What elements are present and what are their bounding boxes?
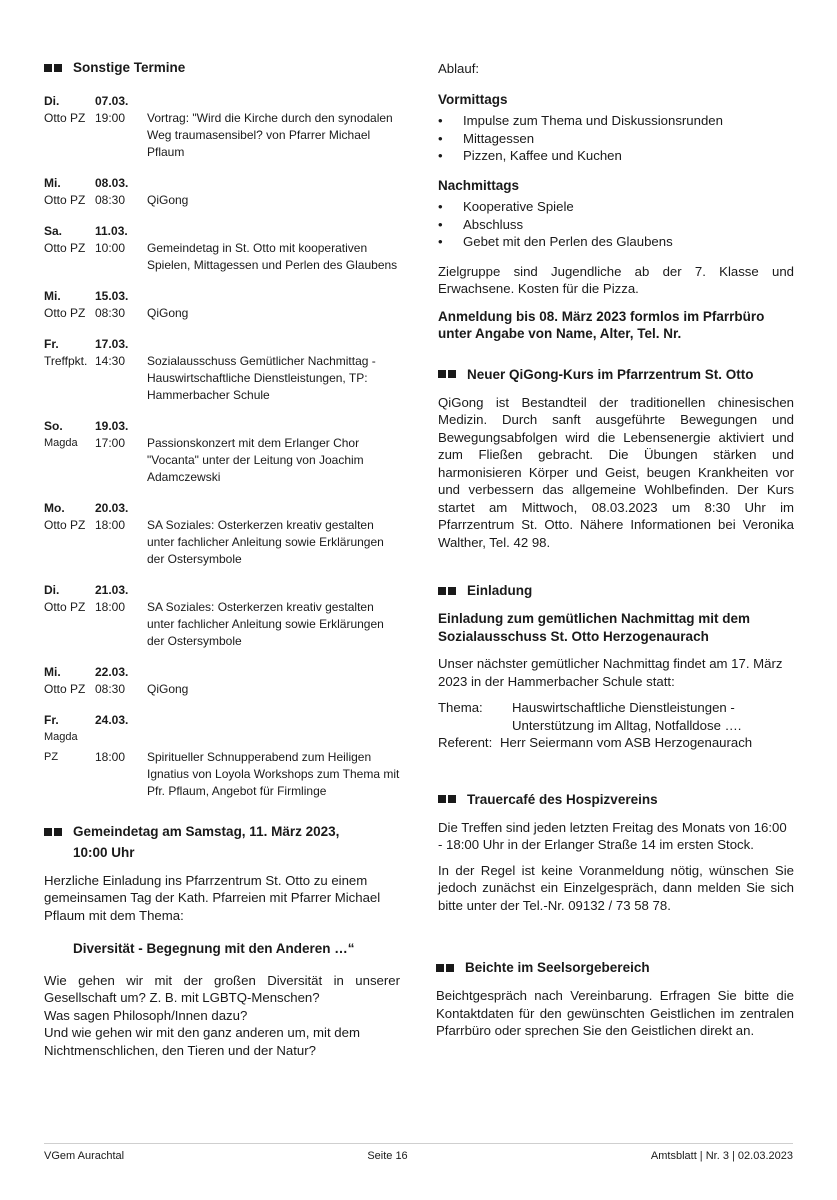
anmeldung-text: Anmeldung bis 08. März 2023 formlos im Pfarrbüro unter Angabe von Name, Alter, Tel. Nr. xyxy=(438,308,765,341)
einladung-text: Unser nächster gemütlicher Nachmittag findet am 17. März 2023 in der Hammerbacher Schule statt: xyxy=(438,656,783,689)
event-time: 18:00 xyxy=(95,750,126,764)
list-item-text: Gebet mit den Perlen des Glaubens xyxy=(463,234,673,249)
event-entry xyxy=(44,500,400,568)
event-description: SA Soziales: Osterkerzen kreativ gestalten unter fachlicher Anleitung sowie Erklärungen der Ostersymbole xyxy=(147,518,384,566)
bullet-square-icon xyxy=(448,795,456,803)
left-column xyxy=(44,60,400,1059)
event-location: Magda xyxy=(44,731,78,743)
event-day: Mi. xyxy=(44,289,61,303)
bullet-square-icon xyxy=(438,370,446,378)
list-item-text: Kooperative Spiele xyxy=(463,199,574,214)
event-entry xyxy=(44,582,400,650)
trauercafe-text: In der Regel ist keine Voranmeldung nötig, wünschen Sie jedoch zunächst ein Einzelgespräch, dann melden Sie sich bitte unter der Tel.-Nr. 09132 / 73 58 78. xyxy=(438,862,794,913)
event-location: Otto PZ xyxy=(44,306,86,320)
event-location: Otto PZ xyxy=(44,111,86,125)
event-entry xyxy=(44,712,400,800)
event-location: Otto PZ xyxy=(44,682,86,696)
event-location: Otto PZ xyxy=(44,193,86,207)
event-day: Mi. xyxy=(44,665,61,679)
qigong-text: QiGong ist Bestandteil der traditionellen chinesischen Medizin. Durch sanft ausgeführte Bewegungen und Bewegungsabfolgen wird die Lebensenergie aktiviert und zum Fließen gebracht. Die Übungen stärken und harmonisieren Körper und Geist, beugen Krankheiten vor und verbessern das allgemeine Wohlbefinden. Der Kurs startet am Mittwoch, 08.03.2023 um 8:30 Uhr im Pfarrzentrum St. Otto. Nähere Informationen bei Veronika Walther, Tel. 42 98. xyxy=(438,394,794,550)
gemeindetag-section xyxy=(44,824,400,1059)
list-item xyxy=(438,112,794,130)
bullet-dot-icon: • xyxy=(438,234,443,249)
event-description: Gemeindetag in St. Otto mit kooperativen Spielen, Mittagessen und Perlen des Glaubens xyxy=(147,241,398,272)
event-date: 07.03. xyxy=(95,94,129,108)
event-entry xyxy=(44,175,400,209)
event-entry xyxy=(44,288,400,322)
bullet-dot-icon: • xyxy=(438,216,443,232)
bullet-dot-icon: • xyxy=(438,148,443,163)
event-time: 08:30 xyxy=(95,682,126,696)
event-entry xyxy=(44,223,400,274)
event-location: Otto PZ xyxy=(44,600,86,614)
event-day: Di. xyxy=(44,94,60,108)
event-description: Sozialausschuss Gemütlicher Nachmittag - Hauswirtschaftliche Dienstleistungen, TP: Hammerbacher Schule xyxy=(147,354,376,402)
event-day: So. xyxy=(44,419,63,433)
vormittags-heading: Vormittags xyxy=(438,91,508,107)
gemeindetag-question: Was sagen Philosoph/Innen dazu? xyxy=(44,1007,248,1023)
list-item xyxy=(438,130,794,148)
thema-value: Unterstützung im Alltag, Notfalldose …. xyxy=(512,717,742,733)
event-location: Treffpkt. xyxy=(44,354,88,368)
list-item-text: Mittagessen xyxy=(463,130,535,146)
event-day: Mo. xyxy=(44,501,65,515)
section-heading-qigong: Neuer QiGong-Kurs im Pfarrzentrum St. Otto xyxy=(438,367,794,382)
bullet-square-icon xyxy=(448,370,456,378)
event-location: Otto PZ xyxy=(44,518,86,532)
bullet-square-icon xyxy=(44,828,52,836)
event-day: Mi. xyxy=(44,176,61,190)
einladung-subtitle: Einladung zum gemütlichen Nachmittag mit dem Sozialausschuss St. Otto Herzogenaurach xyxy=(438,611,751,644)
section-heading-einladung: Einladung xyxy=(438,583,794,598)
event-description: Spiritueller Schnupperabend zum Heiligen Ignatius von Loyola Workshops zum Thema mit Pfr. Pflaum, Angebot für Firmlinge xyxy=(147,750,400,798)
event-description: SA Soziales: Osterkerzen kreativ gestalten unter fachlicher Anleitung sowie Erklärungen der Ostersymbole xyxy=(147,600,384,648)
section-heading-trauercafe: Trauercafé des Hospizvereins xyxy=(438,792,794,807)
bullet-square-icon xyxy=(44,64,52,72)
right-column xyxy=(438,60,794,1040)
einladung-details xyxy=(438,699,794,752)
referent-label: Referent: xyxy=(438,735,493,750)
nachmittags-list xyxy=(438,198,794,251)
event-date: 19.03. xyxy=(95,419,129,433)
event-date: 15.03. xyxy=(95,289,129,303)
list-item xyxy=(438,216,794,234)
list-item xyxy=(438,147,794,165)
gemeindetag-time: 10:00 Uhr xyxy=(73,845,135,860)
bullet-square-icon xyxy=(54,64,62,72)
event-date: 22.03. xyxy=(95,665,129,679)
event-date: 08.03. xyxy=(95,176,129,190)
event-time: 18:00 xyxy=(95,518,126,532)
event-date: 21.03. xyxy=(95,583,129,597)
event-date: 24.03. xyxy=(95,713,129,727)
bullet-dot-icon: • xyxy=(438,113,443,128)
event-location: PZ xyxy=(44,751,59,763)
event-time: 08:30 xyxy=(95,193,126,207)
bullet-square-icon xyxy=(438,795,446,803)
ablauf-label: Ablauf: xyxy=(438,61,480,76)
footer-page-number: Seite 16 xyxy=(367,1150,408,1162)
zielgruppe-text: Zielgruppe sind Jugendliche ab der 7. Klasse und Erwachsene. Kosten für die Pizza. xyxy=(438,263,794,296)
event-day: Fr. xyxy=(44,713,59,727)
thema-label: Thema: xyxy=(438,700,483,715)
gemeindetag-intro: Herzliche Einladung ins Pfarrzentrum St. Otto zu einem gemeinsamen Tag der Kath. Pfarreien mit Pfarrer Michael Pflaum mit dem Thema: xyxy=(44,872,381,923)
event-entry xyxy=(44,664,400,698)
bullet-square-icon xyxy=(448,587,456,595)
event-entry xyxy=(44,93,400,161)
footer-issue: Amtsblatt | Nr. 3 | 02.03.2023 xyxy=(650,1150,793,1162)
event-description: Vortrag: "Wird die Kirche durch den synodalen Weg traumasensibel? von Pfarrer Michael Pflaum xyxy=(147,111,393,159)
event-time: 17:00 xyxy=(95,436,126,450)
event-date: 17.03. xyxy=(95,337,129,351)
trauercafe-text: Die Treffen sind jeden letzten Freitag des Monats von 16:00 - 18:00 Uhr in der Erlanger Straße 14 im ersten Stock. xyxy=(438,819,787,852)
event-time: 10:00 xyxy=(95,241,126,255)
page-footer xyxy=(44,1143,793,1162)
event-description: QiGong xyxy=(147,306,189,320)
event-location: Otto PZ xyxy=(44,241,86,255)
event-date: 20.03. xyxy=(95,501,129,515)
event-time: 14:30 xyxy=(95,354,126,368)
section-heading-beichte: Beichte im Seelsorgebereich xyxy=(436,960,794,975)
list-item-text: Abschluss xyxy=(463,216,524,232)
section-heading-gemeindetag: Gemeindetag am Samstag, 11. März 2023, xyxy=(44,824,400,839)
bullet-square-icon xyxy=(446,964,454,972)
referent-value: Herr Seiermann vom ASB Herzogenaurach xyxy=(500,735,753,750)
event-time: 08:30 xyxy=(95,306,126,320)
list-item xyxy=(438,233,794,251)
bullet-square-icon xyxy=(436,964,444,972)
nachmittags-heading: Nachmittags xyxy=(438,177,520,193)
list-item xyxy=(438,198,794,216)
event-entry xyxy=(44,336,400,404)
thema-value: Hauswirtschaftliche Dienstleistungen - xyxy=(512,700,735,715)
event-day: Sa. xyxy=(44,224,63,238)
event-entry xyxy=(44,418,400,486)
event-day: Di. xyxy=(44,583,60,597)
event-time: 19:00 xyxy=(95,111,126,125)
beichte-text: Beichtgespräch nach Vereinbarung. Erfragen Sie bitte die Kontaktdaten für den gewünschten Geistlichen im zentralen Pfarrbüro oder sprechen Sie den Geistlichen direkt an. xyxy=(436,988,794,1038)
gemeindetag-question: Wie gehen wir mit der großen Diversität in unserer Gesellschaft um? Z. B. mit LGBTQ-Menschen? xyxy=(44,972,400,1005)
list-item-text: Pizzen, Kaffee und Kuchen xyxy=(463,148,622,163)
bullet-square-icon xyxy=(438,587,446,595)
event-time: 18:00 xyxy=(95,600,126,614)
event-location: Magda xyxy=(44,437,78,449)
vormittags-list xyxy=(438,112,794,165)
bullet-dot-icon: • xyxy=(438,199,443,214)
footer-publisher: VGem Aurachtal xyxy=(44,1150,125,1162)
section-heading-termine: Sonstige Termine xyxy=(44,60,400,75)
event-list xyxy=(44,93,400,698)
bullet-square-icon xyxy=(54,828,62,836)
event-description: QiGong xyxy=(147,193,189,207)
list-item-text: Impulse zum Thema und Diskussionsrunden xyxy=(463,113,723,128)
gemeindetag-motto: Diversität - Begegnung mit den Anderen …“ xyxy=(73,941,355,956)
event-date: 11.03. xyxy=(95,224,128,238)
event-description: QiGong xyxy=(147,682,189,696)
event-day: Fr. xyxy=(44,337,59,351)
event-description: Passionskonzert mit dem Erlanger Chor "Vocanta" unter der Leitung von Joachim Adamczewski xyxy=(147,436,364,484)
gemeindetag-question: Und wie gehen wir mit den ganz anderen um, mit dem Nichtmenschlichen, den Tieren und der Natur? xyxy=(44,1025,360,1058)
bullet-dot-icon: • xyxy=(438,130,443,146)
